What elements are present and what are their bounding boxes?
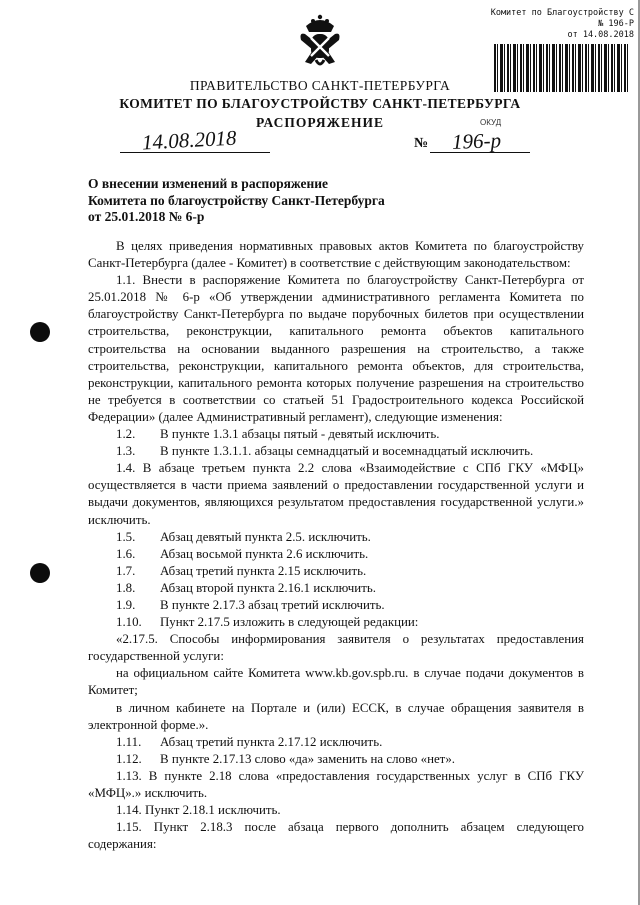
clause-1-10: 1.10. Пункт 2.17.5 изложить в следующей редакции: [116,615,419,630]
document-subject [88,176,448,226]
clause-1-13: 1.13. В пункте 2.18 слова «предоставления государственных услуг в СПб ГКУ «МФЦ».» исключить. [88,768,584,800]
committee-title: КОМИТЕТ ПО БЛАГОУСТРОЙСТВУ САНКТ-ПЕТЕРБУРГА [119,96,521,111]
okud-label: ОКУД [480,118,502,127]
registration-stamp [466,8,634,41]
quote-paragraph-3: в личном кабинете на Портале и (или) ЕССК, в случае обращения заявителя в электронной форме.». [88,700,584,732]
clause-1-4: 1.4. В абзаце третьем пункта 2.2 слова «Взаимодействие с СПб ГКУ «МФЦ» осуществляется в части приема заявлений о предоставлении государственной услуги и выдачи документов, являющихся результатом предоставления государственной услуги.» исключить. [88,461,584,527]
clause-1-1: 1.1. Внести в распоряжение Комитета по благоустройству Санкт-Петербурга от 25.01.2018 № 6-р «Об утверждении административного регламента Комитета по благоустройству Санкт-Петербурга по выдаче порубочных билетов при осуществлении строительства, реконструкции, капитального ремонта объектов капитального строительства на основании выданного разрешения на строительство, а также строительства, реконструкции, капитального ремонта объектов, для строительства, реконструкции, капитального ремонта которых получение разрешения на строительство не требуется в соответствии со статьей 51 Градостроительного кодекса Российской Федерации» (далее Административный регламент), следующие изменения: [88,273,584,424]
document-type: РАСПОРЯЖЕНИЕ [255,115,385,130]
handwritten-date: 14.08.2018 [141,125,238,155]
stamp-organization: Комитет по Благоустройству С [490,8,634,18]
clause-1-12: 1.12. В пункте 2.17.13 слово «да» заменить на слово «нет». [116,751,455,766]
subject-line-3: от 25.01.2018 № 6-р [88,209,205,224]
document-body [88,238,584,853]
clause-1-7: 1.7. Абзац третий пункта 2.15 исключить. [116,563,367,578]
clause-1-9: 1.9. В пункте 2.17.3 абзац третий исключить. [116,597,385,612]
clause-1-6: 1.6. Абзац восьмой пункта 2.6 исключить. [116,546,369,561]
handwritten-number: 196-р [451,128,502,154]
date-underline [120,152,270,153]
coat-of-arms-icon [289,10,351,72]
clause-1-14: 1.14. Пункт 2.18.1 исключить. [116,803,281,818]
subject-line-2: Комитета по благоустройству Санкт-Петербурга [88,192,385,208]
number-underline [430,152,530,153]
intro-paragraph: В целях приведения нормативных правовых актов Комитета по благоустройству Санкт-Петербурга (далее - Комитет) в соответствие с действующим законодательством: [88,239,584,271]
number-sign: № [414,136,429,151]
stamp-date: от 14.08.2018 [567,30,634,40]
clause-1-15: 1.15. Пункт 2.18.3 после абзаца первого дополнить абзацем следующего содержания: [88,820,584,852]
punch-hole-icon [30,563,50,583]
quote-paragraph-1: «2.17.5. Способы информирования заявителя о результатах предоставления государственной услуги: [88,632,584,664]
clause-1-8: 1.8. Абзац второй пункта 2.16.1 исключить. [116,580,376,595]
clause-1-3: 1.3. В пункте 1.3.1.1. абзацы семнадцатый и восемнадцатый исключить. [116,444,534,459]
clause-1-11: 1.11. Абзац третий пункта 2.17.12 исключить. [116,734,383,749]
government-title: ПРАВИТЕЛЬСТВО САНКТ-ПЕТЕРБУРГА [189,78,451,93]
quote-paragraph-2: на официальном сайте Комитета www.kb.gov.spb.ru. в случае подачи документов в Комитет; [88,666,584,698]
stamp-number: № 196-Р [598,19,634,29]
punch-hole-icon [30,322,50,342]
subject-line-1: О внесении изменений в распоряжение [88,176,329,191]
clause-1-5: 1.5. Абзац девятый пункта 2.5. исключить. [116,529,371,544]
clause-1-2: 1.2. В пункте 1.3.1 абзацы пятый - девятый исключить. [116,427,440,442]
